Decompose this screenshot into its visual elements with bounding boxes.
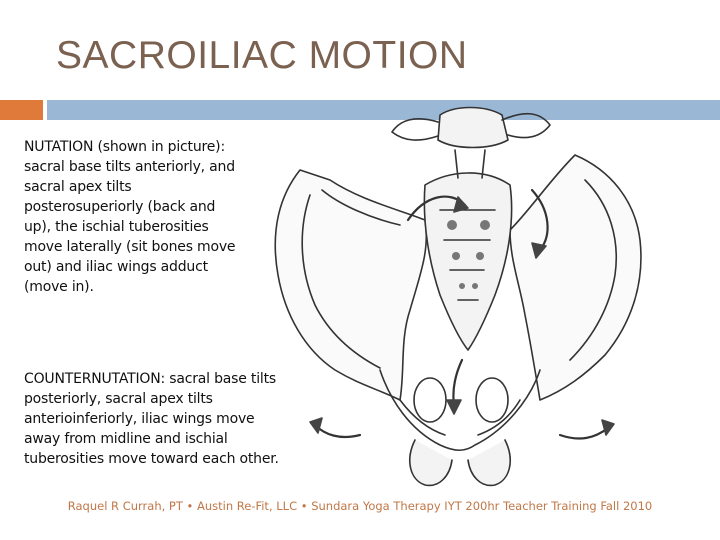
nutation-paragraph: NUTATION (shown in picture): sacral base tilts anteriorly, and sacral apex tilts posterosuperiorly (back and up), the ischial tuberosities move laterally (sit bones move out) and iliac wings adduct (move in). — [24, 139, 236, 295]
accent-bar-orange — [0, 100, 43, 120]
pelvis-illustration-icon — [240, 100, 680, 500]
counternutation-paragraph: COUNTERNUTATION: sacral base tilts posteriorly, sacral apex tilts anterioinferiorly, iliac wings move away from midline and ischial tuberosities move toward each other. — [24, 371, 279, 467]
slide-footer: Raquel R Currah, PT • Austin Re-Fit, LLC • Sundara Yoga Therapy IYT 200hr Teacher Training Fall 2010 — [67, 499, 653, 513]
slide-title: SACROILIAC MOTION — [56, 34, 468, 77]
